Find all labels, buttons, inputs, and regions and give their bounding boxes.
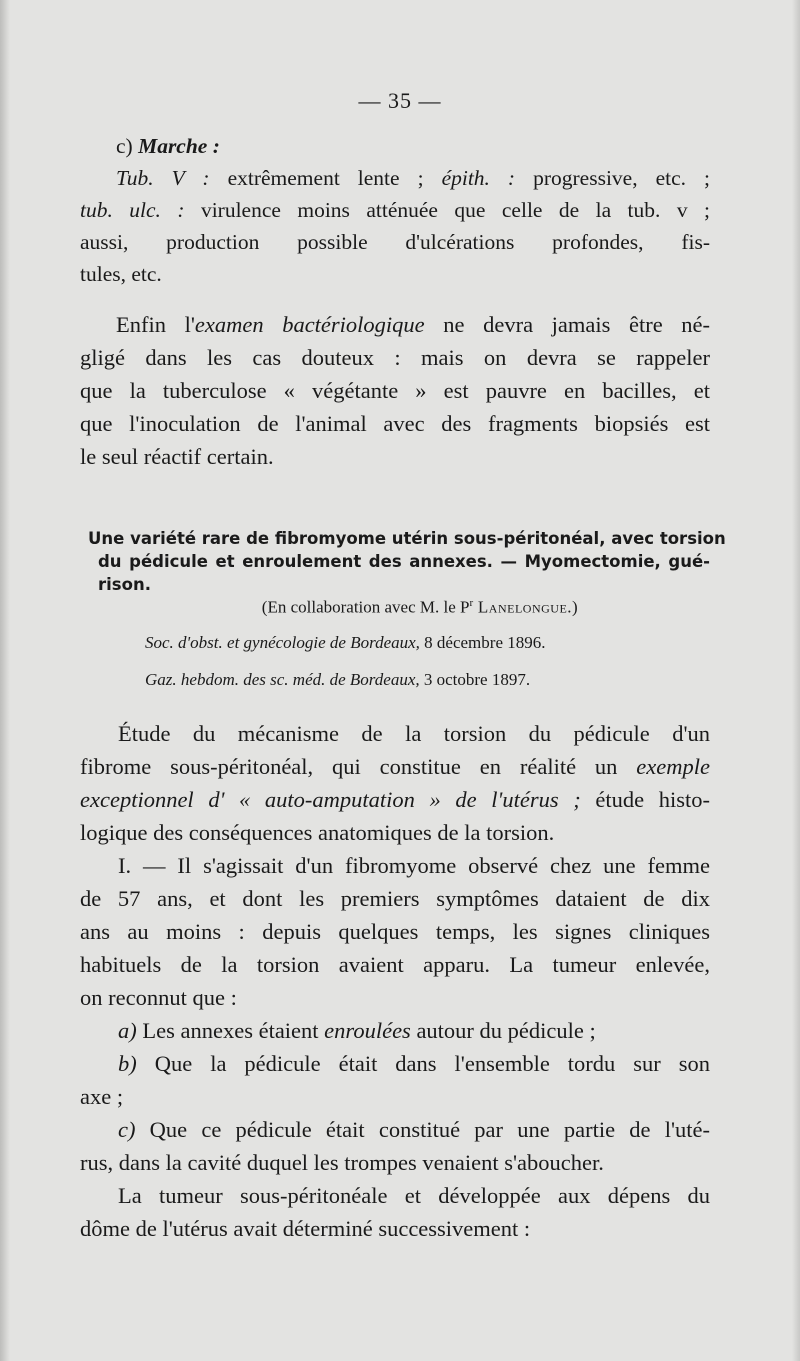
enfin-line-5: le seul réactif certain. — [80, 444, 274, 469]
enfin-line-4: que l'inoculation de l'animal avec des fragments biopsiés est — [80, 411, 710, 436]
title-line-2: du pédicule et enroulement des annexes. — Myomectomie, gué- — [98, 552, 710, 571]
body-line-1: Étude du mécanisme de la torsion du pédicule d'un — [118, 721, 710, 746]
section-marche — [80, 130, 710, 290]
body-line-9: on reconnut que : — [80, 985, 237, 1010]
list-item-a: a) Les annexes étaient enroulées autour du pédicule ; — [118, 1018, 596, 1043]
reference-1: Soc. d'obst. et gynécologie de Bordeaux, 8 décembre 1896. — [145, 633, 546, 652]
body-line-last-2: dôme de l'utérus avait déterminé successivement : — [80, 1216, 531, 1241]
enfin-line-2: gligé dans les cas douteux : mais on devra se rappeler — [80, 345, 710, 370]
marche-line-3: aussi, production possible d'ulcérations profondes, fis- — [80, 230, 710, 254]
body-line-8: habituels de la torsion avaient apparu. La tumeur enlevée, — [80, 952, 710, 977]
body-line-last-1: La tumeur sous-péritonéale et développée aux dépens du — [118, 1183, 710, 1208]
body-line-7: ans au moins : depuis quelques temps, les signes cliniques — [80, 919, 710, 944]
list-item-c-cont: rus, dans la cavité duquel les trompes venaient s'aboucher. — [80, 1150, 604, 1175]
marche-line-4: tules, etc. — [80, 262, 162, 286]
body-line-6: de 57 ans, et dont les premiers symptômes dataient de dix — [80, 886, 710, 911]
body-line-3: exceptionnel d' « auto-amputation » de l'utérus ; étude histo- — [80, 787, 710, 812]
collaboration-note: (En collaboration avec M. le $P^r$ Lanelongue.) — [261, 597, 579, 617]
body-text — [80, 717, 710, 1245]
body-line-5: I. — Il s'agissait d'un fibromyome observé chez une femme — [118, 853, 710, 878]
page-number: — 35 — — [358, 88, 442, 113]
title-line-3: rison. — [98, 575, 151, 594]
body-line-2: fibrome sous-péritonéal, qui constitue en réalité un exemple — [80, 754, 710, 779]
body-line-4: logique des conséquences anatomiques de la torsion. — [80, 820, 555, 845]
marche-line-2: tub. ulc. : virulence moins atténuée que celle de la tub. v ; — [80, 198, 710, 222]
section-heading: c) Marche : — [116, 134, 220, 158]
list-item-c: c) Que ce pédicule était constitué par une partie de l'uté- — [118, 1117, 710, 1142]
list-item-b-cont: axe ; — [80, 1084, 124, 1109]
title-line-1: Une variété rare de fibromyome utérin sous-péritonéal, avec torsion — [88, 529, 726, 548]
heading-text: Marche : — [138, 134, 220, 158]
list-item-b: b) Que la pédicule était dans l'ensemble tordu sur son — [118, 1051, 710, 1076]
enfin-line-3: que la tuberculose « végétante » est pauvre en bacilles, et — [80, 378, 710, 403]
article-title — [88, 527, 726, 596]
reference-2: Gaz. hebdom. des sc. méd. de Bordeaux, 3 octobre 1897. — [145, 670, 531, 689]
enfin-line-1: Enfin l'examen bactériologique ne devra jamais être né- — [116, 312, 710, 337]
marche-line-1: Tub. V : extrêmement lente ; épith. : progressive, etc. ; — [116, 166, 710, 190]
paragraph-enfin — [80, 308, 710, 473]
